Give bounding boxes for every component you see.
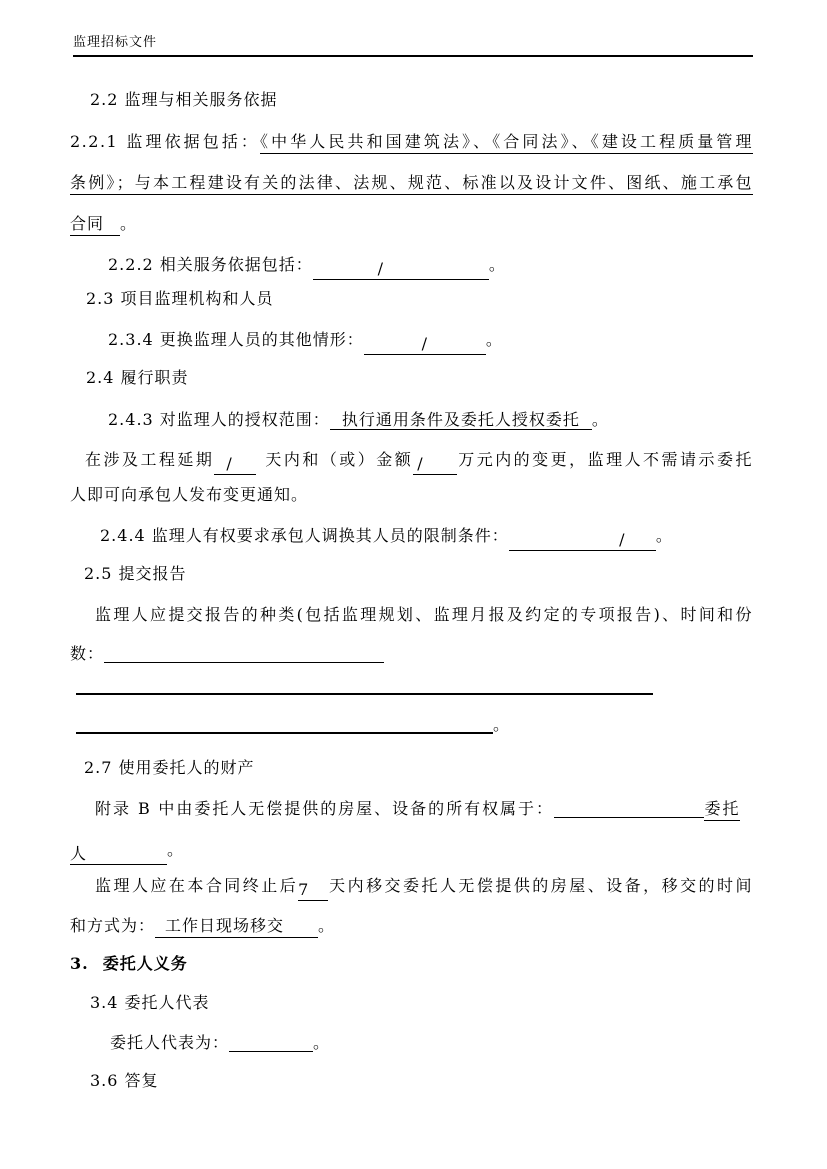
text-run: 委托人代表为： <box>110 1033 230 1052</box>
clause-2-4-4 <box>100 525 673 551</box>
period: 。 <box>120 214 138 233</box>
filled-text-underlined: 合同 <box>70 214 120 236</box>
filled-text-underlined: 《中华人民共和国建筑法》、《合同法》、《建设工程质量管理 <box>260 132 753 154</box>
clause-2-4-4-label: 2.4.4 监理人有权要求承包人调换其人员的限制条件： <box>100 526 509 545</box>
heading-2-5: 2.5 提交报告 <box>84 564 187 583</box>
text-run: 和方式为： <box>70 916 156 935</box>
clause-property-line-2 <box>70 839 184 865</box>
clause-property-line-1 <box>95 797 740 820</box>
clause-2-2-2-label: 2.2.2 相关服务依据包括： <box>108 255 313 274</box>
text-run: 天内和（或）金额 <box>264 450 414 469</box>
clause-reports-line-2 <box>70 642 384 665</box>
period: 。 <box>318 916 336 935</box>
period: 。 <box>591 410 609 429</box>
heading-3-title: 委托人义务 <box>102 954 188 973</box>
clause-2-3-4-label: 2.3.4 更换监理人员的其他情形： <box>108 330 364 349</box>
heading-2-7: 2.7 使用委托人的财产 <box>84 758 255 777</box>
clause-2-2-2 <box>108 254 506 280</box>
filled-text-underlined: 工作日现场移交 <box>155 916 318 938</box>
header-rule <box>73 55 753 57</box>
period: 。 <box>485 330 503 349</box>
clause-2-2-1-line-1 <box>70 131 753 153</box>
clause-2-4-3 <box>108 409 609 431</box>
text-run: 天内移交委托人无偿提供的房屋、设备，移交的时间 <box>328 876 753 895</box>
clause-client-rep <box>110 1031 330 1054</box>
heading-3 <box>70 953 188 975</box>
period: 。 <box>488 255 506 274</box>
blank-line-with-period <box>76 712 510 736</box>
clause-2-3-4 <box>108 329 503 355</box>
blank-field-slash: / <box>313 259 489 280</box>
clause-handover-line-1 <box>95 875 753 901</box>
filled-text-underlined: 执行通用条件及委托人授权委托 <box>330 410 592 430</box>
blank-field-slash: / <box>364 334 486 355</box>
blank-field <box>104 642 384 663</box>
blank-field <box>76 712 493 734</box>
filled-text-underlined: 委托 <box>704 799 740 821</box>
blank-field-slash: / <box>413 454 457 475</box>
clause-change-limits-line-1 <box>85 449 753 475</box>
filled-text-underlined: 人 <box>70 844 167 865</box>
period: 。 <box>167 840 185 859</box>
heading-3-6: 3.6 答复 <box>90 1071 159 1090</box>
period: 。 <box>313 1033 331 1052</box>
heading-2-3: 2.3 项目监理机构和人员 <box>86 289 274 308</box>
text-run: 监理人应在本合同终止后 <box>95 876 299 895</box>
clause-reports-line-1: 监理人应提交报告的种类(包括监理规划、监理月报及约定的专项报告)、时间和份 <box>95 605 753 624</box>
page-header-title: 监理招标文件 <box>73 35 158 50</box>
period: 。 <box>655 526 673 545</box>
clause-change-limits-line-2: 人即可向承包人发布变更通知。 <box>70 485 309 504</box>
clause-2-4-3-label: 2.4.3 对监理人的授权范围： <box>108 410 330 429</box>
blank-field-slash: / <box>214 454 256 475</box>
period: 。 <box>493 715 511 734</box>
blank-field-filled: 7 <box>298 880 328 901</box>
clause-2-2-1-line-2 <box>70 172 753 194</box>
text-run: 在涉及工程延期 <box>85 450 215 469</box>
clause-handover-line-2 <box>70 915 335 937</box>
heading-3-number: 3. <box>70 954 89 973</box>
heading-3-4: 3.4 委托人代表 <box>90 993 210 1012</box>
text-run: 数： <box>70 644 105 663</box>
text-run: 附录 B 中由委托人无偿提供的房屋、设备的所有权属于： <box>95 799 555 818</box>
blank-line-full <box>76 693 653 695</box>
blank-field-slash: / <box>509 530 656 551</box>
clause-2-2-1-label: 2.2.1 监理依据包括： <box>70 132 261 151</box>
text-run: 万元内的变更，监理人不需请示委托 <box>457 450 753 469</box>
blank-field <box>229 1031 313 1052</box>
blank-field <box>554 797 704 818</box>
heading-2-4: 2.4 履行职责 <box>86 368 189 387</box>
clause-2-2-1-line-3 <box>70 213 137 235</box>
filled-text-underlined: 条例》；与本工程建设有关的法律、法规、规范、标准以及设计文件、图纸、施工承包 <box>70 173 753 195</box>
heading-2-2: 2.2 监理与相关服务依据 <box>90 90 278 109</box>
